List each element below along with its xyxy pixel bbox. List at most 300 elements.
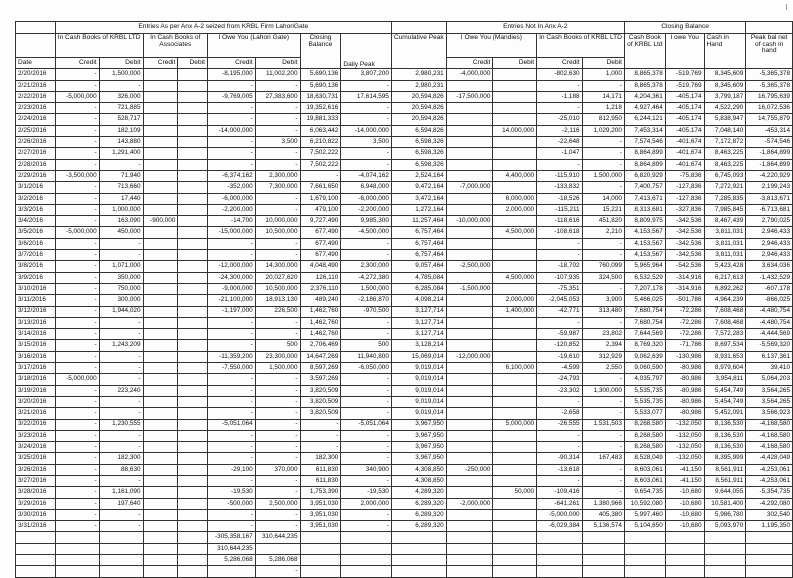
value-cell: 4,098,214 xyxy=(391,295,446,306)
value-cell: -132,050 xyxy=(665,453,704,464)
value-cell: - xyxy=(537,80,583,91)
value-cell: 313,480 xyxy=(582,306,624,317)
value-cell: 3,564,265 xyxy=(746,396,793,407)
value-cell: 4,400,000 xyxy=(493,170,537,181)
group-not-annex-header: Entries Not In Anx A-2 xyxy=(446,22,624,34)
value-cell: - xyxy=(582,137,624,148)
value-cell: -314,916 xyxy=(665,272,704,283)
value-cell xyxy=(143,396,178,407)
date-cell: 3/17/2016 xyxy=(16,363,56,374)
value-cell: 721,885 xyxy=(99,103,143,114)
value-cell: - xyxy=(255,453,300,464)
value-cell: -23,302 xyxy=(537,385,583,396)
value-cell: 350,000 xyxy=(99,272,143,283)
value-cell xyxy=(341,543,392,554)
value-cell: -107,935 xyxy=(537,272,583,283)
value-cell: 3,807,200 xyxy=(341,69,392,80)
value-cell: - xyxy=(55,521,99,532)
value-cell: 6,289,320 xyxy=(391,521,446,532)
value-cell xyxy=(582,532,624,543)
value-cell: -250,000 xyxy=(446,464,493,475)
value-cell: -4,168,580 xyxy=(746,430,793,441)
value-cell xyxy=(178,306,208,317)
value-cell: - xyxy=(99,250,143,261)
value-cell xyxy=(446,238,493,249)
value-cell: 3,967,950 xyxy=(391,430,446,441)
table-row xyxy=(16,442,793,453)
value-cell xyxy=(143,408,178,419)
value-cell: 9,060,590 xyxy=(624,363,665,374)
value-cell: 6,100,000 xyxy=(493,363,537,374)
value-cell: 1,500,000 xyxy=(341,283,392,294)
value-cell: 3,951,030 xyxy=(300,521,341,532)
value-cell xyxy=(704,566,746,577)
value-cell: 6,598,326 xyxy=(391,159,446,170)
date-cell: 3/26/2016 xyxy=(16,464,56,475)
value-cell xyxy=(493,103,537,114)
value-cell xyxy=(493,509,537,520)
value-cell xyxy=(178,396,208,407)
value-cell: 5,136,574 xyxy=(582,521,624,532)
value-cell: -5,365,378 xyxy=(746,80,793,91)
value-cell xyxy=(446,396,493,407)
value-cell: - xyxy=(255,385,300,396)
value-cell: - xyxy=(207,159,255,170)
table-row xyxy=(16,193,793,204)
value-cell: 182,300 xyxy=(99,453,143,464)
date-cell: 2/26/2016 xyxy=(16,137,56,148)
table-row xyxy=(16,250,793,261)
value-cell xyxy=(341,566,392,577)
value-cell: - xyxy=(537,317,583,328)
value-cell: 18,630,731 xyxy=(300,91,341,102)
value-cell xyxy=(143,521,178,532)
value-cell xyxy=(493,340,537,351)
value-cell xyxy=(493,137,537,148)
value-cell: 8,931,653 xyxy=(704,351,746,362)
value-cell: 4,048,490 xyxy=(300,261,341,272)
value-cell: 2,980,231 xyxy=(391,80,446,91)
value-cell: 6,820,929 xyxy=(624,170,665,181)
value-cell xyxy=(665,555,704,566)
value-cell xyxy=(143,385,178,396)
value-cell: 1,218 xyxy=(582,103,624,114)
value-cell: - xyxy=(341,374,392,385)
value-cell: -1,188 xyxy=(537,91,583,102)
value-cell: 1,679,100 xyxy=(300,193,341,204)
table-row xyxy=(16,114,793,125)
value-cell: - xyxy=(55,351,99,362)
value-cell: 8,809,975 xyxy=(624,216,665,227)
value-cell: - xyxy=(55,137,99,148)
value-cell: 8,345,609 xyxy=(704,69,746,80)
value-cell: 4,289,320 xyxy=(391,487,446,498)
table-row xyxy=(16,125,793,136)
value-cell: - xyxy=(582,182,624,193)
value-cell: 9,727,490 xyxy=(300,216,341,227)
value-cell xyxy=(446,430,493,441)
value-cell: 3,951,030 xyxy=(300,509,341,520)
value-cell xyxy=(446,204,493,215)
value-cell: -14,000,000 xyxy=(341,125,392,136)
date-cell: 3/30/2016 xyxy=(16,509,56,520)
value-cell xyxy=(446,419,493,430)
value-cell: - xyxy=(341,114,392,125)
value-cell: - xyxy=(55,250,99,261)
table-row xyxy=(16,408,793,419)
table-row xyxy=(16,137,793,148)
value-cell: -500,000 xyxy=(207,498,255,509)
date-cell: 3/13/2016 xyxy=(16,317,56,328)
value-cell xyxy=(446,80,493,91)
credit-header: Credit xyxy=(143,58,178,69)
value-cell xyxy=(178,69,208,80)
value-cell: - xyxy=(582,408,624,419)
value-cell xyxy=(446,340,493,351)
value-cell xyxy=(704,532,746,543)
value-cell xyxy=(446,374,493,385)
table-row xyxy=(16,91,793,102)
date-cell: 3/10/2016 xyxy=(16,283,56,294)
value-cell: 3,566,923 xyxy=(746,408,793,419)
value-cell xyxy=(446,363,493,374)
value-cell: 20,594,826 xyxy=(391,103,446,114)
value-cell: - xyxy=(207,137,255,148)
table-row xyxy=(16,69,793,80)
value-cell: 8,864,899 xyxy=(624,159,665,170)
value-cell: -453,314 xyxy=(746,125,793,136)
value-cell: 8,268,580 xyxy=(624,419,665,430)
value-cell: - xyxy=(99,442,143,453)
value-cell: -80,986 xyxy=(665,408,704,419)
value-cell: -75,351 xyxy=(537,283,583,294)
value-cell: 5,535,735 xyxy=(624,385,665,396)
value-cell xyxy=(178,170,208,181)
value-cell: -15,000,000 xyxy=(207,227,255,238)
value-cell: 23,300,000 xyxy=(255,351,300,362)
value-cell: -13,618 xyxy=(537,464,583,475)
value-cell xyxy=(178,103,208,114)
value-cell: 9,019,014 xyxy=(391,396,446,407)
value-cell: 2,300,000 xyxy=(255,170,300,181)
value-cell: 1,500,000 xyxy=(99,69,143,80)
value-cell xyxy=(624,555,665,566)
value-cell xyxy=(493,521,537,532)
value-cell xyxy=(143,204,178,215)
value-cell: 3,951,030 xyxy=(300,498,341,509)
value-cell xyxy=(178,487,208,498)
table-row xyxy=(16,521,793,532)
value-cell: 8,865,378 xyxy=(624,69,665,80)
value-cell: 1,161,090 xyxy=(99,487,143,498)
value-cell: 3,127,714 xyxy=(391,317,446,328)
value-cell: 6,289,320 xyxy=(391,498,446,509)
value-cell: - xyxy=(341,80,392,91)
value-cell: - xyxy=(582,487,624,498)
value-cell xyxy=(143,261,178,272)
value-cell: -7,000,000 xyxy=(446,182,493,193)
value-cell: 2,000,000 xyxy=(341,498,392,509)
value-cell: 450,000 xyxy=(99,227,143,238)
value-cell xyxy=(537,566,583,577)
value-cell xyxy=(446,329,493,340)
value-cell: 4,153,567 xyxy=(624,227,665,238)
value-cell: -19,530 xyxy=(207,487,255,498)
value-cell xyxy=(143,363,178,374)
value-cell xyxy=(178,227,208,238)
ledger-sheet xyxy=(15,21,793,578)
value-cell: -501,786 xyxy=(665,295,704,306)
value-cell xyxy=(143,487,178,498)
value-cell xyxy=(493,91,537,102)
value-cell: -72,286 xyxy=(665,317,704,328)
value-cell: 6,217,613 xyxy=(704,272,746,283)
value-cell: 3,820,509 xyxy=(300,396,341,407)
value-cell: -327,836 xyxy=(665,204,704,215)
value-cell: 1,071,000 xyxy=(99,261,143,272)
value-cell xyxy=(493,430,537,441)
value-cell xyxy=(143,442,178,453)
ledger-body xyxy=(16,69,793,577)
value-cell: - xyxy=(99,363,143,374)
value-cell: 7,644,569 xyxy=(624,329,665,340)
value-cell xyxy=(178,453,208,464)
value-cell xyxy=(493,216,537,227)
value-cell xyxy=(143,91,178,102)
credit-header: Credit xyxy=(446,58,493,69)
value-cell xyxy=(178,182,208,193)
value-cell: -71,786 xyxy=(665,340,704,351)
date-cell: 3/6/2016 xyxy=(16,238,56,249)
value-cell: 2,946,433 xyxy=(746,250,793,261)
table-row xyxy=(16,363,793,374)
value-cell: -5,051,064 xyxy=(207,419,255,430)
date-cell: 3/12/2016 xyxy=(16,306,56,317)
value-cell: - xyxy=(582,475,624,486)
value-cell: -19,610 xyxy=(537,351,583,362)
value-cell: -109,416 xyxy=(537,487,583,498)
table-row xyxy=(16,430,793,441)
table-row xyxy=(16,317,793,328)
value-cell: - xyxy=(255,125,300,136)
value-cell: 14,755,879 xyxy=(746,114,793,125)
value-cell: - xyxy=(300,430,341,441)
value-cell: - xyxy=(341,430,392,441)
date-cell: 3/2/2016 xyxy=(16,193,56,204)
value-cell xyxy=(143,148,178,159)
value-cell: -5,000,000 xyxy=(537,509,583,520)
value-cell: 14,000,000 xyxy=(493,125,537,136)
value-cell: - xyxy=(55,385,99,396)
value-cell: - xyxy=(55,408,99,419)
value-cell: 9,019,014 xyxy=(391,408,446,419)
value-cell: - xyxy=(207,340,255,351)
value-cell: - xyxy=(99,509,143,520)
value-cell: -115,211 xyxy=(537,204,583,215)
value-cell xyxy=(537,543,583,554)
value-cell: -519,769 xyxy=(665,80,704,91)
value-cell: - xyxy=(207,442,255,453)
value-cell xyxy=(99,555,143,566)
value-cell: 310,644,235 xyxy=(207,543,255,554)
value-cell: 197,640 xyxy=(99,498,143,509)
value-cell: 4,153,567 xyxy=(624,238,665,249)
table-row xyxy=(16,351,793,362)
value-cell: -24,300,000 xyxy=(207,272,255,283)
value-cell: - xyxy=(582,442,624,453)
value-cell: - xyxy=(55,487,99,498)
value-cell: -25,010 xyxy=(537,114,583,125)
value-cell: 2,980,231 xyxy=(391,69,446,80)
value-cell xyxy=(143,498,178,509)
value-cell: - xyxy=(207,408,255,419)
value-cell: 167,483 xyxy=(582,453,624,464)
value-cell: - xyxy=(341,250,392,261)
value-cell: - xyxy=(582,430,624,441)
value-cell xyxy=(99,543,143,554)
i-owe-you-header: I owe You xyxy=(665,34,704,69)
value-cell: - xyxy=(207,250,255,261)
value-cell: 3,820,509 xyxy=(300,385,341,396)
table-row xyxy=(16,159,793,170)
table-row xyxy=(16,487,793,498)
value-cell: 6,598,326 xyxy=(391,137,446,148)
value-cell: -3,500,000 xyxy=(55,170,99,181)
value-cell: -2,200,000 xyxy=(341,204,392,215)
value-cell: - xyxy=(537,475,583,486)
value-cell: - xyxy=(582,238,624,249)
value-cell: - xyxy=(99,329,143,340)
value-cell: 7,608,468 xyxy=(704,317,746,328)
date-cell: 2/20/2016 xyxy=(16,69,56,80)
value-cell: -14,000,000 xyxy=(207,125,255,136)
value-cell xyxy=(493,396,537,407)
value-cell xyxy=(446,532,493,543)
value-cell: - xyxy=(537,250,583,261)
header-blank xyxy=(16,34,56,58)
value-cell: - xyxy=(55,148,99,159)
value-cell: 7,048,140 xyxy=(704,125,746,136)
value-cell: 11,940,800 xyxy=(341,351,392,362)
value-cell: 489,240 xyxy=(300,295,341,306)
value-cell: 3,811,031 xyxy=(704,238,746,249)
value-cell: -342,536 xyxy=(665,216,704,227)
value-cell: - xyxy=(341,442,392,453)
value-cell xyxy=(178,125,208,136)
value-cell xyxy=(178,498,208,509)
value-cell xyxy=(143,306,178,317)
value-cell: -24,793 xyxy=(537,374,583,385)
value-cell xyxy=(493,317,537,328)
value-cell: - xyxy=(55,103,99,114)
value-cell: 1,462,760 xyxy=(300,317,341,328)
value-cell: -4,480,754 xyxy=(746,306,793,317)
value-cell: - xyxy=(55,475,99,486)
value-cell xyxy=(178,374,208,385)
value-cell: 3,564,265 xyxy=(746,385,793,396)
value-cell: 3,900 xyxy=(582,295,624,306)
table-row xyxy=(16,374,793,385)
value-cell: -4,253,061 xyxy=(746,464,793,475)
value-cell: 5,286,068 xyxy=(207,555,255,566)
value-cell xyxy=(143,532,178,543)
margin-mark xyxy=(786,4,787,10)
date-cell: 3/3/2016 xyxy=(16,204,56,215)
date-cell: 2/28/2016 xyxy=(16,159,56,170)
value-cell: - xyxy=(55,509,99,520)
value-cell xyxy=(537,555,583,566)
value-cell xyxy=(582,555,624,566)
table-row xyxy=(16,475,793,486)
header-blank xyxy=(16,22,56,34)
table-row xyxy=(16,170,793,181)
value-cell: 8,463,225 xyxy=(704,148,746,159)
value-cell: - xyxy=(55,125,99,136)
value-cell: 5,965,964 xyxy=(624,261,665,272)
value-cell: 7,661,650 xyxy=(300,182,341,193)
value-cell: -4,168,580 xyxy=(746,419,793,430)
value-cell: - xyxy=(55,238,99,249)
value-cell xyxy=(446,170,493,181)
value-cell: 1,380,966 xyxy=(582,498,624,509)
value-cell: 7,502,222 xyxy=(300,148,341,159)
value-cell: 126,110 xyxy=(300,272,341,283)
value-cell xyxy=(178,509,208,520)
value-cell xyxy=(178,555,208,566)
value-cell: -80,986 xyxy=(665,374,704,385)
value-cell: - xyxy=(207,509,255,520)
value-cell: 324,500 xyxy=(582,272,624,283)
value-cell: -10,000,000 xyxy=(446,216,493,227)
value-cell: 17,614,595 xyxy=(341,91,392,102)
value-cell: -401,674 xyxy=(665,137,704,148)
value-cell: - xyxy=(582,148,624,159)
value-cell xyxy=(446,159,493,170)
value-cell xyxy=(391,543,446,554)
value-cell: -4,220,929 xyxy=(746,170,793,181)
value-cell: 10,592,080 xyxy=(624,498,665,509)
value-cell: 14,000 xyxy=(582,193,624,204)
value-cell: - xyxy=(255,250,300,261)
value-cell xyxy=(446,250,493,261)
value-cell xyxy=(143,464,178,475)
value-cell: 812,950 xyxy=(582,114,624,125)
value-cell xyxy=(178,91,208,102)
table-row xyxy=(16,182,793,193)
table-row xyxy=(16,238,793,249)
value-cell: - xyxy=(55,363,99,374)
value-cell: - xyxy=(55,329,99,340)
value-cell: -4,480,754 xyxy=(746,317,793,328)
value-cell xyxy=(446,227,493,238)
value-cell: 300,000 xyxy=(99,295,143,306)
value-cell xyxy=(446,566,493,577)
value-cell: 4,308,850 xyxy=(391,464,446,475)
value-cell xyxy=(178,272,208,283)
value-cell: - xyxy=(99,521,143,532)
value-cell: 528,717 xyxy=(99,114,143,125)
value-cell: 5,838,947 xyxy=(704,114,746,125)
value-cell: -2,658 xyxy=(537,408,583,419)
value-cell: -305,358,167 xyxy=(207,532,255,543)
value-cell: - xyxy=(255,521,300,532)
date-cell xyxy=(16,555,56,566)
value-cell: 2,199,243 xyxy=(746,182,793,193)
value-cell xyxy=(178,159,208,170)
value-cell: 7,502,222 xyxy=(300,159,341,170)
value-cell xyxy=(582,543,624,554)
value-cell: -4,500,000 xyxy=(341,227,392,238)
